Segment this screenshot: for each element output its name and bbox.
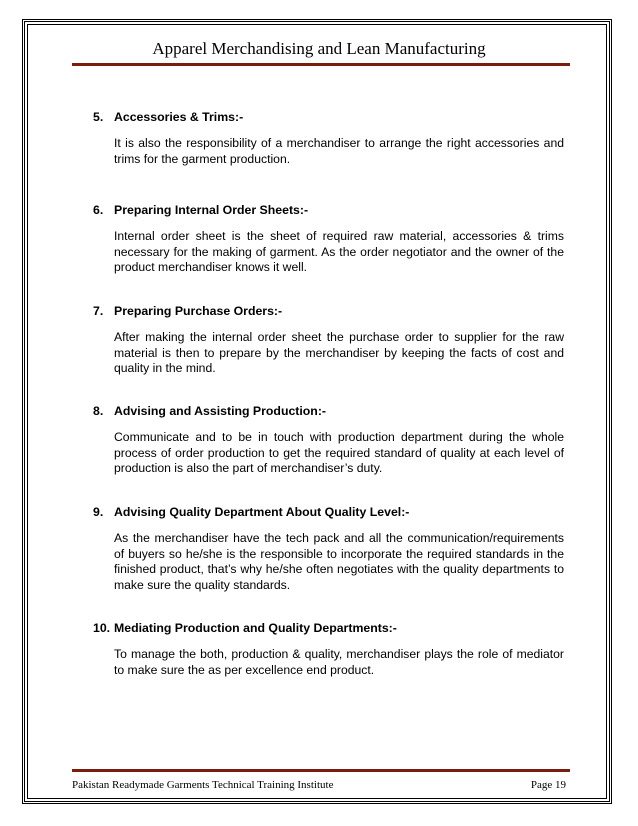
footer-rule (72, 769, 570, 772)
section-title: Advising and Assisting Production:- (114, 404, 327, 418)
section-heading (93, 109, 571, 125)
section-body: As the merchandiser have the tech pack and all the communication/requirements of buyers so he/she is the responsible to incorporate the required standards in the finished product, that’s why he/she often negotiates with the quality departments to make sure the quality standards. (114, 531, 564, 592)
section-title: Preparing Internal Order Sheets:- (114, 203, 309, 217)
section-body: Internal order sheet is the sheet of required raw material, accessories & trims necessary for the making of garment. As the order negotiator and the owner of the product merchandiser knows it well. (114, 229, 564, 274)
section-purchase-orders (93, 303, 571, 377)
section-heading (93, 620, 571, 636)
section-title: Accessories & Trims:- (114, 110, 244, 124)
section-number: 6. (93, 203, 104, 217)
section-body: It is also the responsibility of a merchandiser to arrange the right accessories and trims for the garment production. (114, 136, 564, 166)
header-rule (72, 63, 570, 66)
footer-institute: Pakistan Readymade Garments Technical Training Institute (72, 779, 334, 791)
section-advising-production (93, 403, 571, 477)
section-internal-order-sheets (93, 202, 571, 276)
footer-page-number: Page 19 (530, 779, 566, 791)
section-number: 7. (93, 304, 104, 318)
section-heading (93, 504, 571, 520)
section-heading (93, 303, 571, 319)
section-title: Mediating Production and Quality Departments:- (114, 621, 397, 635)
section-number: 5. (93, 110, 104, 124)
section-title: Advising Quality Department About Quality Level:- (114, 505, 410, 519)
section-body: Communicate and to be in touch with production department during the whole process of order production to get the required standard of quality at each level of production is also the part of merchandiser’s duty. (114, 430, 564, 475)
section-body: To manage the both, production & quality, merchandiser plays the role of mediator to make sure the as per excellence end product. (114, 647, 564, 677)
section-accessories-trims (93, 109, 571, 167)
section-number: 8. (93, 404, 104, 418)
section-heading (93, 403, 571, 419)
page-header-title: Apparel Merchandising and Lean Manufacturing (152, 39, 486, 58)
section-heading (93, 202, 571, 218)
section-number: 10. (93, 621, 111, 635)
section-body: After making the internal order sheet the purchase order to supplier for the raw material is then to prepare by the merchandiser by keeping the facts of cost and quality in the mind. (114, 330, 564, 375)
section-number: 9. (93, 505, 104, 519)
section-advising-quality (93, 504, 571, 593)
section-title: Preparing Purchase Orders:- (114, 304, 283, 318)
section-mediating-departments (93, 620, 571, 678)
